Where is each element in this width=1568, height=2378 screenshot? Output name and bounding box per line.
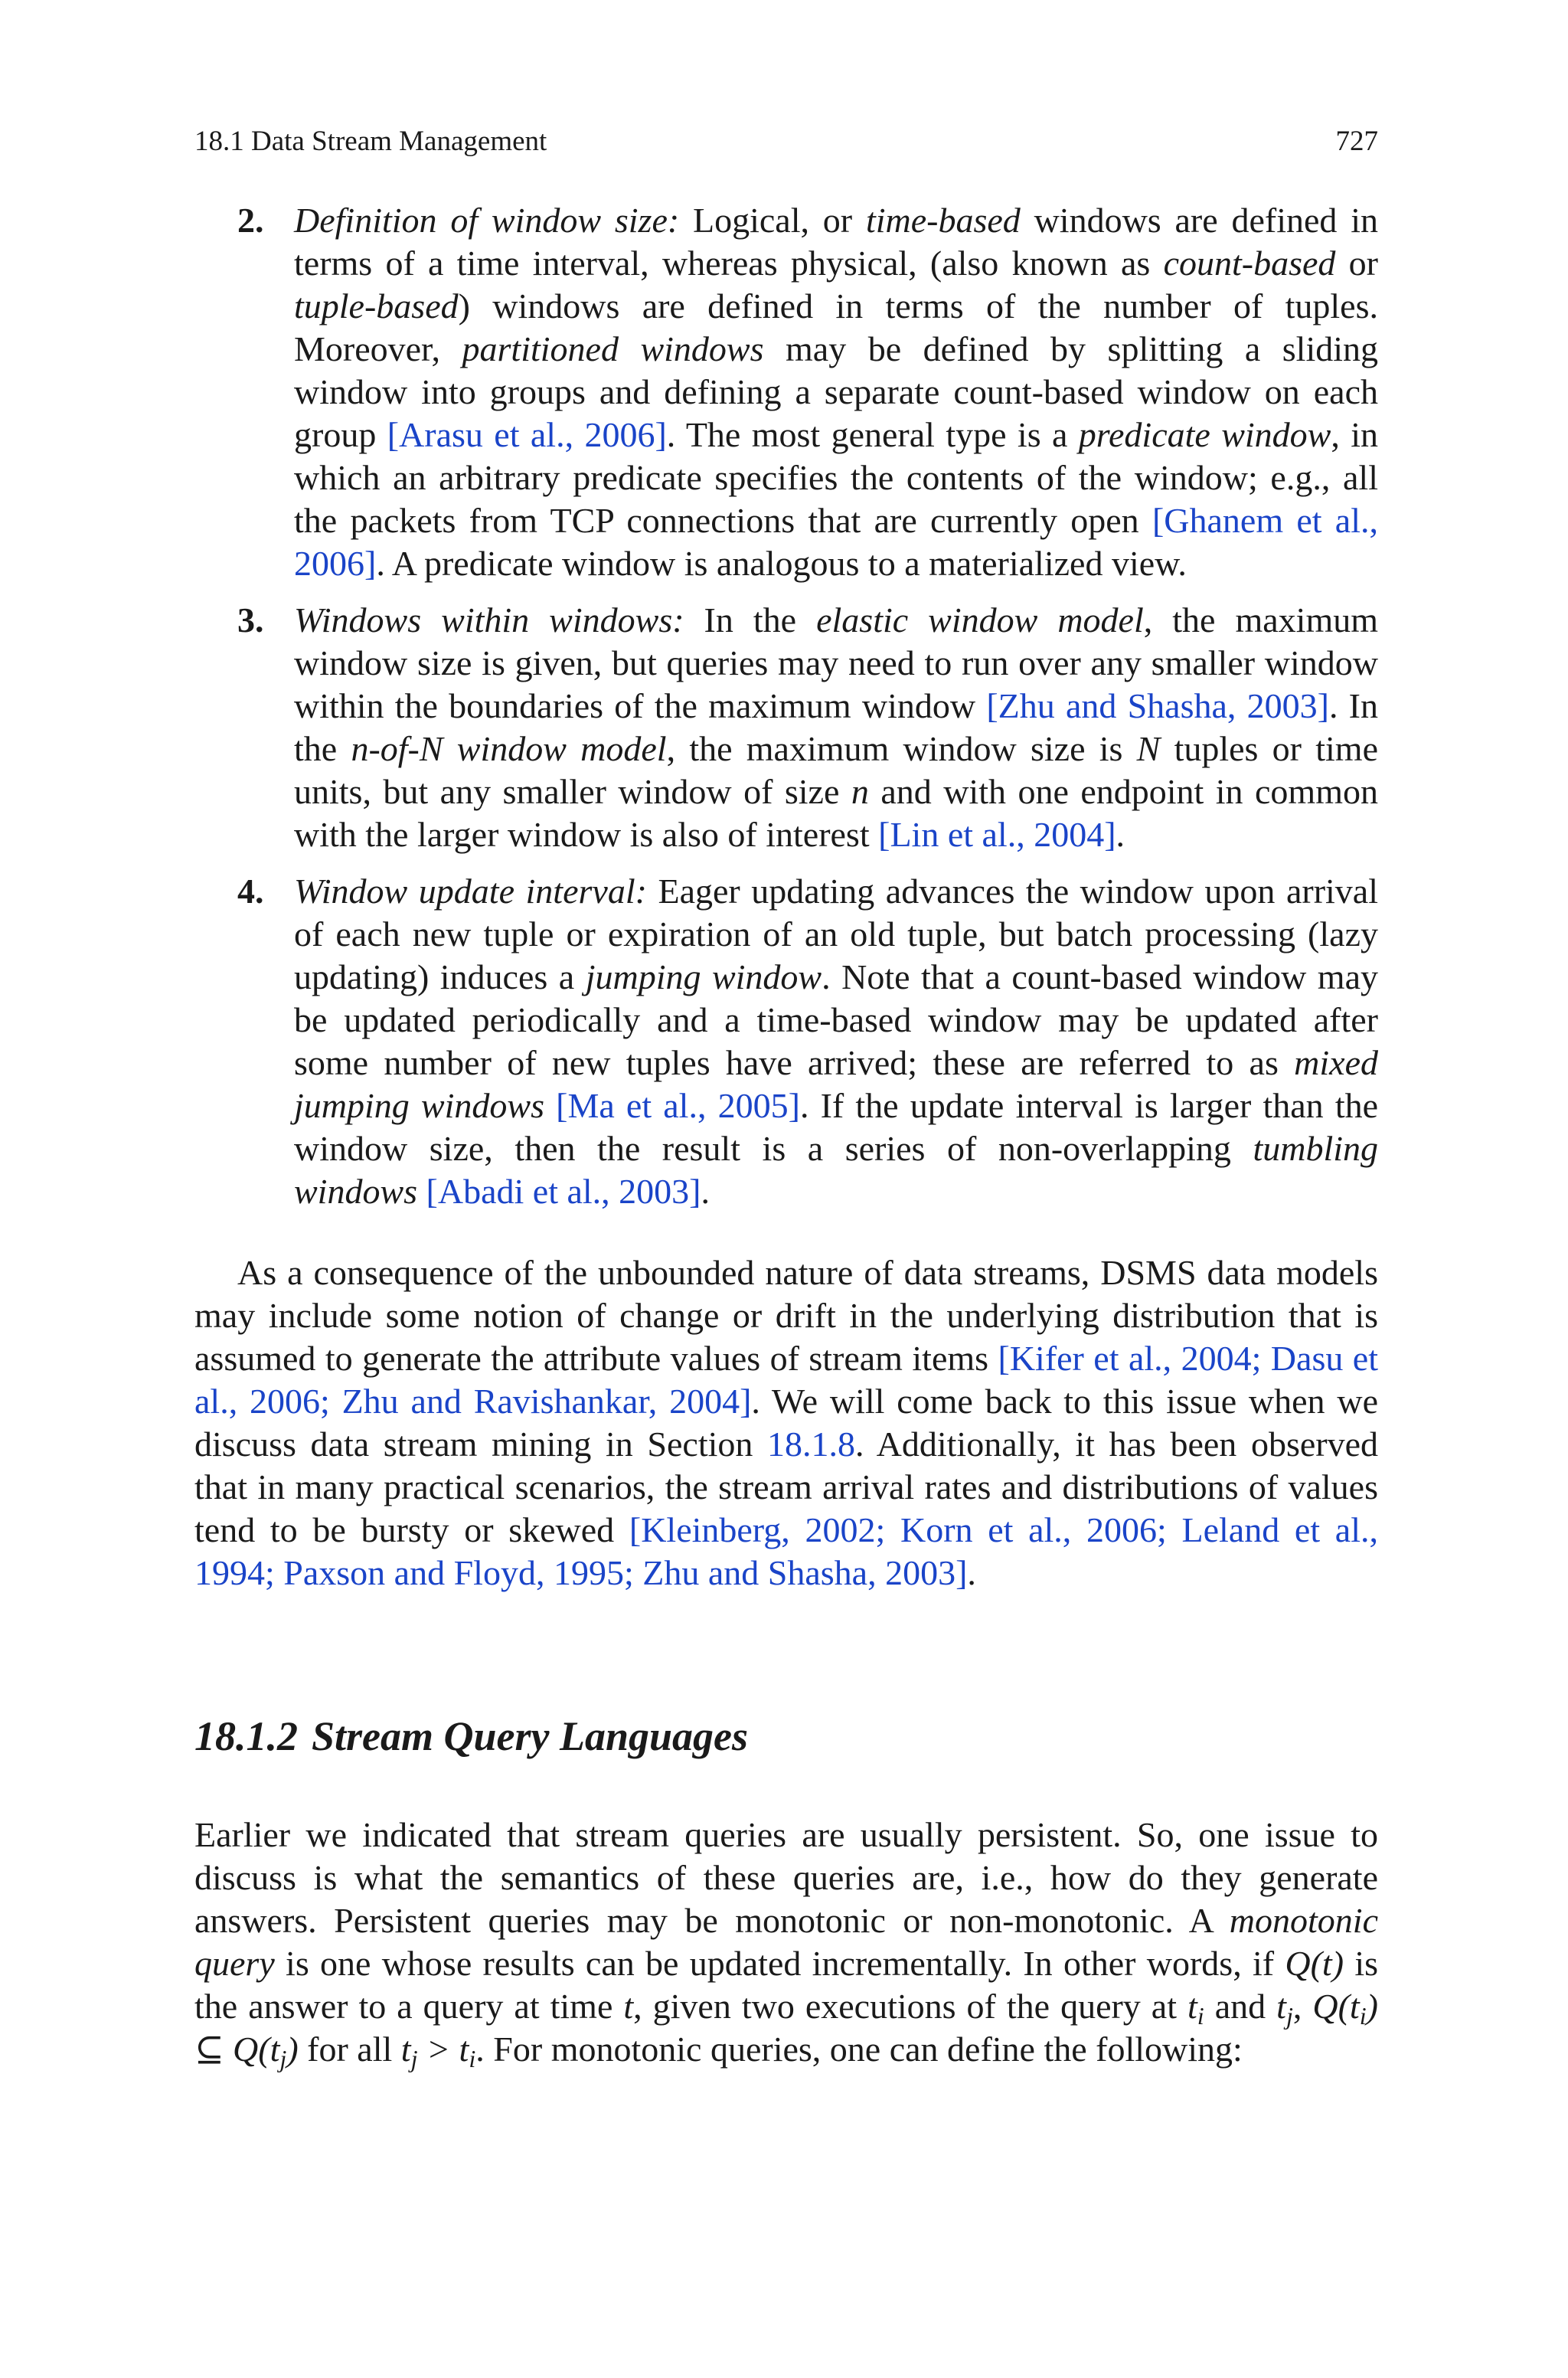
text-span: Logical, or (679, 201, 866, 240)
text-span: is one whose results can be updated incrementally. In other words, if (274, 1944, 1285, 1983)
text-span: ) windows are defined in terms of the number of tuples. Moreover, (294, 286, 1378, 368)
list-item-title: Definition of window size: (294, 201, 680, 240)
math-subscript: i (469, 2045, 476, 2073)
math-symbol: ) (286, 2030, 299, 2069)
text-span: for all (298, 2030, 401, 2069)
text-span: , (1292, 1987, 1313, 2026)
section-number: 18.1.2 (194, 1713, 298, 1759)
math-symbol: > t (417, 2030, 469, 2069)
math-subscript: j (410, 2045, 418, 2073)
emphasis: time-based (865, 201, 1021, 240)
citation-link[interactable]: [Arasu et al., 2006] (387, 415, 667, 454)
page (194, 123, 1378, 2071)
list-item-text (294, 599, 1378, 856)
text-span: , in which an arbitrary predicate specifies the contents of the window; e.g., all the packets from TCP connections that are currently open (294, 415, 1379, 540)
text-span: . The most general type is a (666, 415, 1079, 454)
text-span: Earlier we indicated that stream queries are usually persistent. So, one issue to discuss is what the semantics of these queries are, i.e., how do they generate answers. Persistent queries may be monotonic or non-monotonic. A (194, 1815, 1378, 1940)
citation-link[interactable]: [Zhu and Shasha, 2003] (986, 686, 1329, 725)
emphasis: mixed jumping windows (294, 1043, 1378, 1125)
text-span: . For monotonic queries, one can define the following: (475, 2030, 1243, 2069)
list-item (194, 870, 1378, 1213)
text-span (544, 1086, 556, 1125)
text-span: and with one endpoint in common with the larger window is also of interest (294, 772, 1378, 854)
text-span: . (701, 1172, 710, 1211)
emphasis: elastic window model (816, 600, 1144, 639)
math-expression: t (623, 1987, 634, 2026)
citation-link[interactable]: [Ma et al., 2005] (556, 1086, 800, 1125)
emphasis: n (851, 772, 869, 811)
text-span: windows are defined in terms of a time interval, whereas physical, (also known as (294, 201, 1378, 283)
text-span: or (1335, 244, 1379, 283)
running-head-section: 18.1 Data Stream Management (194, 126, 547, 157)
section-link[interactable]: 18.1.8 (767, 1425, 856, 1464)
math-symbol: t (1187, 1987, 1197, 2026)
text-span: . If the update interval is larger than the window size, then the result is a series of non-overlapping (294, 1086, 1379, 1168)
list-item-title: Windows within windows: (294, 600, 684, 639)
emphasis: tumbling windows (294, 1129, 1378, 1211)
math-expression (1187, 1987, 1204, 2030)
math-symbol: t (400, 2030, 411, 2069)
emphasis: N (1136, 729, 1161, 768)
citation-link[interactable]: [Ghanem et al., 2006] (294, 501, 1379, 583)
text-span: Eager updating advances the window upon arrival of each new tuple or expiration of an old tuple, but batch processing (lazy updating) induces a (294, 872, 1378, 996)
math-subscript: j (279, 2045, 287, 2073)
citation-link[interactable]: [Lin et al., 2004] (878, 815, 1116, 854)
running-head (194, 123, 1378, 161)
math-symbol: Q(t (1312, 1987, 1360, 2026)
page-number: 727 (1335, 126, 1378, 157)
list-item-title: Window update interval: (294, 872, 647, 911)
text-span: , the maximum window size is (666, 729, 1137, 768)
citation-link[interactable]: [Kifer et al., 2004; Dasu et al., 2006; Zhu and Ravishankar, 2004] (194, 1339, 1378, 1421)
text-span: is the answer to a query at time (194, 1944, 1379, 2026)
math-expression (1276, 1987, 1293, 2030)
text-span: . We will come back to this issue when we discuss data stream mining in Section (194, 1382, 1378, 1464)
text-span: . Note that a count-based window may be updated periodically and a time-based window may be updated after some number of new tuples have arrived; these are referred to as (294, 957, 1378, 1082)
text-span: . Additionally, it has been observed that in many practical scenarios, the stream arrival rates and distributions of values tend to be bursty or skewed (194, 1425, 1379, 1549)
list-item-number: 3. (237, 600, 264, 639)
emphasis: partitioned windows (462, 329, 764, 368)
list-item-text (294, 199, 1378, 585)
text-span: tuples or time units, but any smaller window of size (294, 729, 1378, 811)
list-item-number: 4. (237, 872, 264, 911)
text-span: As a consequence of the unbounded nature of data streams, DSMS data models may include some notion of change or drift in the underlying distribution that is assumed to generate the attribute values of stream items (194, 1253, 1378, 1378)
emphasis: monotonic query (194, 1901, 1378, 1983)
emphasis: tuple-based (294, 286, 459, 325)
math-symbol: t (1276, 1987, 1286, 2026)
text-span: . A predicate window is analogous to a materialized view. (376, 544, 1187, 583)
emphasis: predicate window (1078, 415, 1331, 454)
math-subscript: i (1197, 2002, 1204, 2030)
text-span: may be defined by splitting a sliding window into groups and defining a separate count-based window on each group (294, 329, 1379, 454)
emphasis: count-based (1163, 244, 1336, 283)
section-heading (194, 1709, 1378, 1763)
text-span (417, 1172, 426, 1211)
text-span: In the (684, 600, 817, 639)
citation-link[interactable]: [Kleinberg, 2002; Korn et al., 2006; Leland et al., 1994; Paxson and Floyd, 1995; Zhu and Shasha, 2003] (194, 1510, 1378, 1592)
window-properties-list (194, 199, 1378, 1213)
list-item (194, 199, 1378, 585)
text-span: . (967, 1553, 976, 1592)
body-paragraph (194, 1814, 1378, 2071)
text-span: . In the (294, 686, 1378, 768)
text-span: , given two executions of the query at (633, 1987, 1187, 2026)
citation-link[interactable]: [Abadi et al., 2003] (426, 1172, 701, 1211)
emphasis: jumping window (585, 957, 822, 996)
section-title: Stream Query Languages (312, 1713, 749, 1759)
math-subscript: i (1359, 2002, 1367, 2030)
body-paragraph (194, 1251, 1378, 1595)
text-span: . (1116, 815, 1125, 854)
list-item-text (294, 870, 1378, 1213)
math-expression: Q(t) (1285, 1944, 1344, 1983)
emphasis: n-of-N window model (351, 729, 667, 768)
math-subscript: j (1285, 2002, 1293, 2030)
list-item (194, 599, 1378, 856)
math-expression (400, 2030, 476, 2073)
text-span: and (1204, 1987, 1277, 2026)
math-symbol: ) ⊆ Q(t (194, 1987, 1378, 2069)
list-item-number: 2. (237, 201, 264, 240)
text-span: , the maximum window size is given, but queries may need to run over any smaller window within the boundaries of the maximum window (294, 600, 1378, 725)
